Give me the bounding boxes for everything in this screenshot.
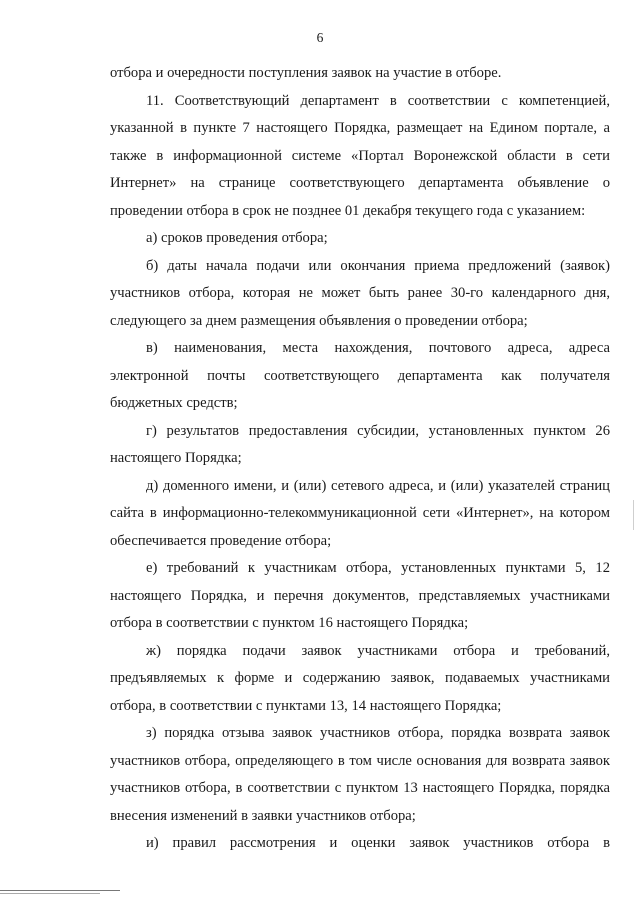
paragraph-item-d: д) доменного имени, и (или) сетевого адреса, и (или) указателей страниц сайта в информационно-телекоммуникационной сети «Интернет», на котором обеспечивается проведение отбора; xyxy=(110,477,610,549)
paragraph-item-v: в) наименования, места нахождения, почтового адреса, адреса электронной почты соответствующего департамента как получателя бюджетных средств; xyxy=(110,340,610,411)
paragraph-clause-11: 11. Соответствующий департамент в соответствии с компетенцией, указанной в пункте 7 настоящего Порядка, размещает на Едином портале, а также в информационной системе «Портал Воронежской области в сети Интернет» на странице соответствующего департамента объявление о проведении отбора в срок не позднее 01 декабря текущего года с указанием: xyxy=(110,92,610,219)
paragraph-item-g: г) результатов предоставления субсидии, установленных пунктом 26 настоящего Порядка; xyxy=(110,422,610,466)
document-body xyxy=(110,60,610,858)
page-number: 6 xyxy=(316,30,324,45)
paragraph-item-z: з) порядка отзыва заявок участников отбора, порядка возврата заявок участников отбора, определяющего в том числе основания для возврата заявок участников отбора, в соответствии с пунктом 13 настоящего Порядка, порядка внесения изменений в заявки участников отбора; xyxy=(110,725,610,824)
paragraph-item-a: а) сроков проведения отбора; xyxy=(146,230,328,246)
scan-edge-line xyxy=(0,890,120,891)
scan-artifact xyxy=(633,500,634,530)
paragraph-item-e: е) требований к участникам отбора, установленных пунктами 5, 12 настоящего Порядка, и перечня документов, представляемых участниками отбора в соответствии с пунктом 16 настоящего Порядка; xyxy=(110,560,610,631)
paragraph-item-b: б) даты начала подачи или окончания приема предложений (заявок) участников отбора, которая не может быть ранее 30-го календарного дня, следующего за днем размещения объявления о проведении отбора; xyxy=(110,257,610,329)
paragraph-item-zh: ж) порядка подачи заявок участниками отбора и требований, предъявляемых к форме и содержанию заявок, подаваемых участниками отбора, в соответствии с пунктами 13, 14 настоящего Порядка; xyxy=(110,642,610,714)
scan-edge-line-secondary xyxy=(0,893,100,894)
paragraph-continuation: отбора и очередности поступления заявок на участие в отборе. xyxy=(110,65,502,81)
paragraph-item-i: и) правил рассмотрения и оценки заявок участников отбора в xyxy=(146,835,610,851)
